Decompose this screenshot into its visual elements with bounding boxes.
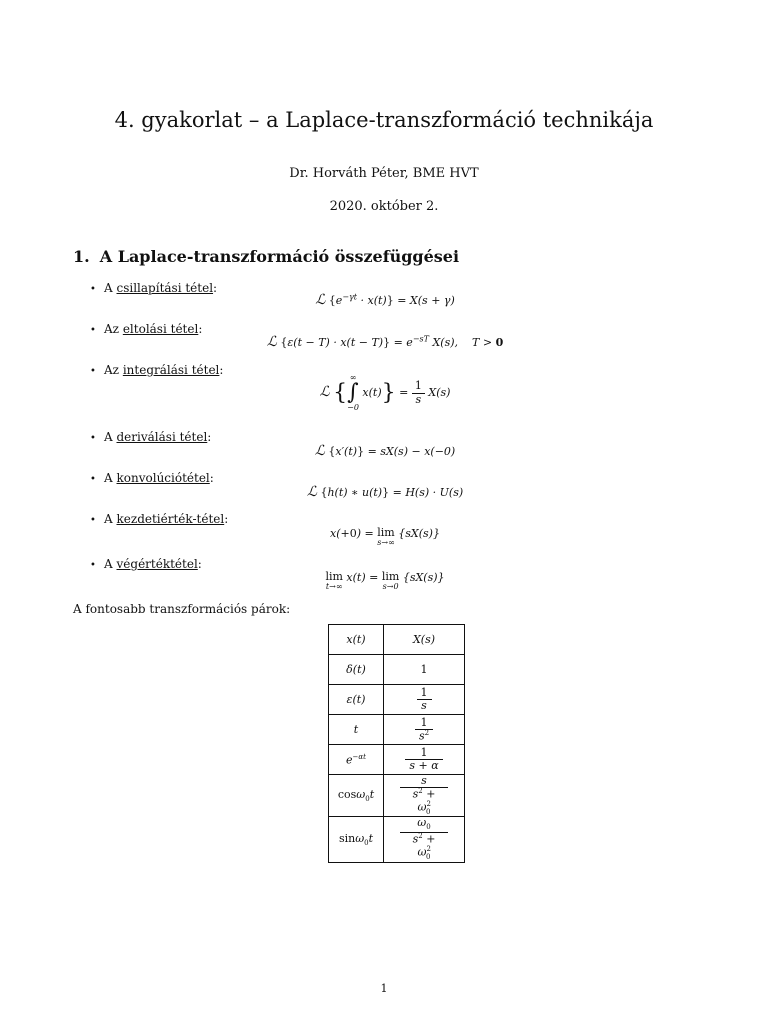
bullet-icon: • (90, 515, 96, 526)
list-item: • A csillapítási tétel: (90, 281, 218, 295)
formula-convolution: ℒ {h(t) ∗ u(t)} = H(s) · U(s) (306, 484, 464, 500)
transform-table (328, 624, 465, 863)
list-item: • A deriválási tétel: (90, 430, 212, 444)
formula-shift: ℒ $\{\varepsilon(t - T) \cdot x(t - T)\} = e^{-sT}$ X(s), T > 0 (266, 334, 504, 350)
term: kezdetiérték-tétel (116, 512, 225, 526)
table-row: t $\frac{1}{s^2}$ (329, 715, 465, 745)
bullet-icon: • (90, 366, 96, 377)
term: eltolási tétel (122, 322, 199, 336)
formula-final-value: lim t→∞ x(t) = lim s→0 {sX(s)} (325, 570, 445, 591)
term: deriválási tétel (116, 430, 208, 444)
formula-initial-value: x(+0) = lim s→∞ {sX(s)} (330, 526, 440, 547)
section-number: 1. (73, 247, 90, 266)
list-item: • A konvolúciótétel: (90, 471, 214, 485)
bullet-icon: • (90, 325, 96, 336)
formula-integration: ℒ { ∞ ∫ −0 x(t)} = $\frac{1}{s}$ X(s) (319, 373, 451, 412)
formula-damping: ℒ $\{e^{-\gamma t} \cdot x(t)\} = X(s + \gamma)$ (315, 292, 455, 308)
page-number: 1 (380, 982, 388, 995)
term: csillapítási tétel (116, 281, 214, 295)
formula-derivative: ℒ {x′(t)} = sX(s) − x(−0) (314, 443, 456, 459)
term: integrálási tétel (122, 363, 220, 377)
table-row: sinω$_0$t $\frac{\omega_0}{s^2 + \omega^2_0}$ (329, 817, 465, 862)
list-item: • A végértéktétel: (90, 557, 202, 571)
list-item: • Az integrálási tétel: (90, 363, 224, 377)
author: Dr. Horváth Péter, BME HVT (289, 166, 479, 181)
header-cell: x(t) (329, 625, 384, 655)
pairs-label: A fontosabb transzformációs párok: (73, 602, 291, 616)
table-row: $e^{-\alpha t}$ $\frac{1}{s + \alpha}$ (329, 745, 465, 775)
list-item: • A kezdetiérték-tétel: (90, 512, 229, 526)
term: konvolúciótétel (116, 471, 210, 485)
date: 2020. október 2. (329, 199, 439, 214)
bullet-icon: • (90, 474, 96, 485)
bullet-icon: • (90, 284, 96, 295)
table-header-row (329, 625, 465, 655)
page-title: 4. gyakorlat – a Laplace-transzformáció technikája (114, 108, 654, 132)
list-item: • Az eltolási tétel: (90, 322, 203, 336)
bullet-icon: • (90, 560, 96, 571)
table-row: cosω$_0$t $\frac{s}{s^2 + \omega^2_0}$ (329, 775, 465, 817)
term: végértéktétel (116, 557, 198, 571)
header-cell: X(s) (384, 625, 465, 655)
section-heading (73, 247, 459, 266)
table-row: ε(t) $\frac{1}{s}$ (329, 685, 465, 715)
bullet-icon: • (90, 433, 96, 444)
section-title: A Laplace-transzformáció összefüggései (99, 247, 460, 266)
table-row: δ(t) 1 (329, 655, 465, 685)
